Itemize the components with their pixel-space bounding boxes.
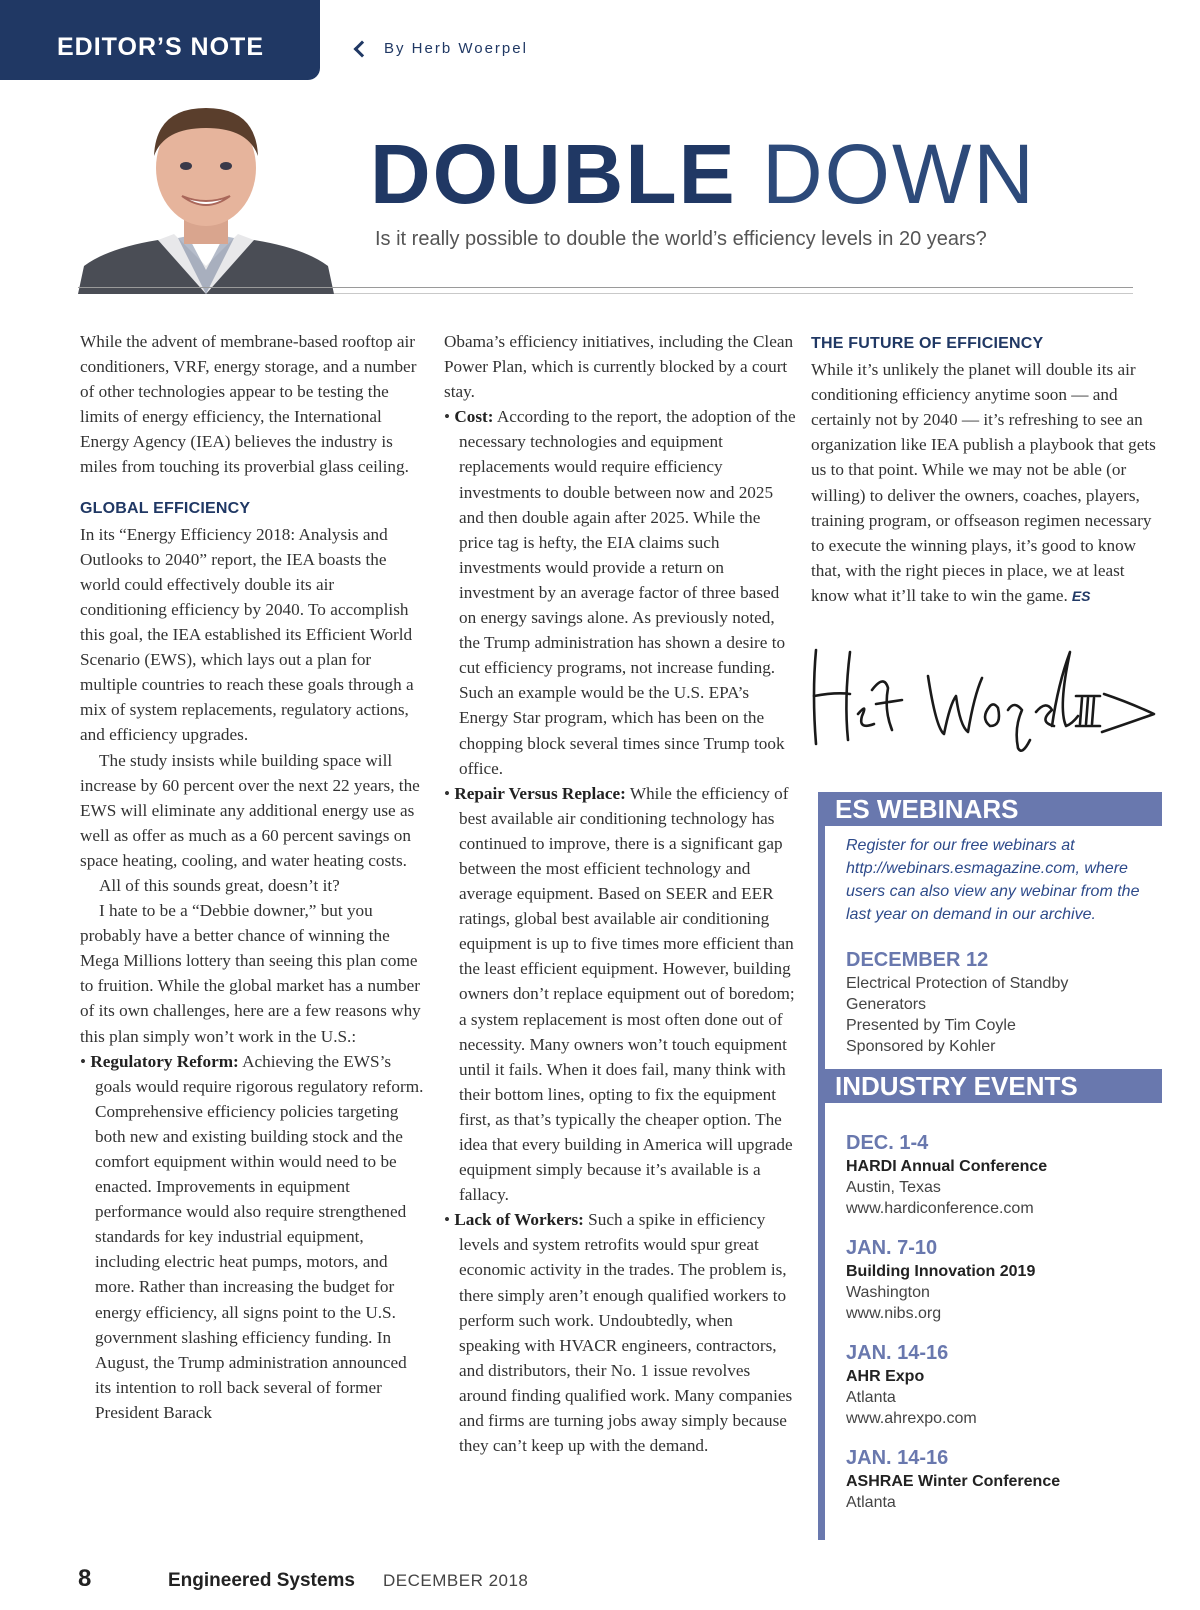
paragraph: While the advent of membrane-based rooftop air conditioners, VRF, energy storage, and a number of other technologies appear to be testing the limits of energy efficiency, the International Energy Agency (IEA) believes the industry is miles from touching its proverbial glass ceiling. [80,332,417,477]
bullet-item: • Lack of Workers: Such a spike in efficiency levels and system retrofits would spur great economic activity in the trades. The problem is, there simply aren’t enough qualified workers to perform such work. Undoubtedly, when speaking with HVACR engineers, contractors, and distributors, their No. 1 issue revolves around finding qualified work. Many companies and firms are turning jobs away simply because they can’t keep up with the demand. [444,1210,793,1456]
webinar-title: Electrical Protection of Standby Generators [846,975,1069,1013]
event-date: JAN. 14-16 [846,1447,949,1469]
paragraph: In its “Energy Efficiency 2018: Analysis and Outlooks to 2040” report, the IEA boasts the world could effectively double its air conditioning efficiency by 2040. To accomplish this goal, the IEA established its Efficient World Scenario (EWS), which lays out a plan for multiple countries to reach these goals through a mix of system replacements, regulatory actions, and efficiency upgrades. [80,524,414,745]
event-location: Washington [846,1284,930,1301]
closing-text: While it’s unlikely the planet will double its air conditioning efficiency anytime soon — and certainly not by 2040 — it’s refreshing to see an organization like IEA publish a playbook that gets us to that point. While we may not be able (or willing) to deliver the owners, coaches, players, training program, or offseason regimen necessary to execute the winning plays, it’s good to know that, with the right pieces in place, we at least know what it’ll take to win the game. [811,360,1156,605]
chevron-left-icon [354,40,371,57]
bullet-label: Lack of Workers: [454,1210,584,1230]
sidebar [818,792,1162,1540]
article-title [370,128,1036,220]
title-thin: DOWN [762,127,1036,221]
section-heading: THE FUTURE OF EFFICIENCY [811,335,1044,352]
event-item [846,1130,1047,1219]
bullet-item: • Regulatory Reform: Achieving the EWS’s goals would require rigorous regulatory reform. Comprehensive efficiency policies targeting both new and existing building stock and the comfort equipment within would need to be enacted. Improvements in equipment performance would also require strengthened standards for key industrial equipment, including electric heat pumps, motors, and more. Rather than increasing the budget for energy efficiency, all signs point to the U.S. government slashing efficiency funding. In August, the Trump administration announced its intention to roll back several of former President Barack [80,1051,424,1422]
section-tab [0,0,320,80]
webinar-date: DECEMBER 12 [846,949,989,971]
paragraph: All of this sounds great, doesn’t it? [99,875,340,895]
title-bold: DOUBLE [370,127,737,221]
webinar-presenter: Presented by Tim Coyle [846,1017,1016,1034]
paragraph: Obama’s efficiency initiatives, including the Clean Power Plan, which is currently blocked by a court stay. [444,332,794,402]
section-heading: GLOBAL EFFICIENCY [80,499,251,517]
es-end-mark: ES [1071,587,1091,604]
bullet-item: • Repair Versus Replace: While the efficiency of best available air conditioning technology has continued to improve, there is a significant gap between the most efficient technology and average equipment. Based on SEER and EER ratings, global best available air conditioning equipment is up to five times more efficient than the least efficient equipment. However, building owners don’t replace equipment out of boredom; a system replacement is most often done out of necessity. Many owners won’t touch equipment until it fails. When it does fail, many think with their bottom lines, opting to fix the equipment first, as that’s typically the cheaper option. The idea that every building in America will upgrade equipment simply because it’s available is a fallacy. [444,783,795,1205]
bullet-label: Cost: [454,407,494,427]
column-3 [811,331,1163,609]
paragraph [811,357,1163,609]
author-photo [78,98,334,294]
event-item [846,1445,1060,1513]
byline [352,40,528,57]
event-location: Atlanta [846,1389,896,1406]
webinar-sponsor: Sponsored by Kohler [846,1038,996,1055]
column-1 [80,329,425,1425]
article-subtitle: Is it really possible to double the world’s efficiency levels in 20 years? [375,228,987,250]
paragraph: The study insists while building space will increase by 60 percent over the next 22 years, the EWS will eliminate any additional energy use as well as offer as much as a 60 percent savings on space heating, cooling, and water heating costs. [80,750,420,870]
sidebar-rule [818,792,825,1540]
page-number: 8 [78,1565,92,1592]
bullet-item: • Cost: According to the report, the adoption of the necessary technologies and equipment replacements would require efficiency investments to double between now and 2025 and then double again after 2025. While the price tag is hefty, the EIA claims such investments would provide a return on investment by an average factor of three based on energy savings alone. As previously noted, the Trump administration has shown a desire to cut efficiency programs, not increase funding. Such an example would be the U.S. EPA’s Energy Star program, which has been on the chopping block several times since Trump took office. [444,407,796,778]
column-2 [444,329,796,1458]
event-item [846,1340,977,1429]
bullet-text: Such a spike in efficiency levels and system retrofits would spur great economic activity in the trades. The problem is, there simply aren’t enough qualified workers to perform such work. Undoubtedly, when speaking with HVACR engineers, contractors, and distributors, their No. 1 issue revolves around finding qualified work. Many companies and firms are turning jobs away simply because they can’t keep up with the demand. [459,1210,793,1456]
header-rule [78,287,1133,288]
event-url[interactable]: www.ahrexpo.com [846,1410,977,1427]
event-url[interactable]: www.hardiconference.com [846,1200,1034,1217]
event-name: Building Innovation 2019 [846,1263,1036,1280]
bullet-text: According to the report, the adoption of the necessary technologies and equipment replacements would require efficiency investments to double between now and 2025 and then double again after 2025. While the price tag is hefty, the EIA claims such investments would provide a return on investment by an average factor of three based on energy savings alone. As previously noted, the Trump administration has shown a desire to cut efficiency programs, not increase funding. Such an example would be the U.S. EPA’s Energy Star program, which has been on the chopping block several times since Trump took office. [459,407,796,778]
event-name: ASHRAE Winter Conference [846,1473,1061,1490]
event-date: DEC. 1-4 [846,1132,929,1154]
bullet-label: Regulatory Reform: [90,1051,239,1071]
event-item [846,1235,1035,1324]
issue-date: DECEMBER 2018 [383,1571,529,1590]
webinars-banner: ES WEBINARS [825,792,1162,826]
event-location: Atlanta [846,1494,896,1511]
event-url[interactable]: www.nibs.org [846,1305,942,1322]
author-name: By Herb Woerpel [384,40,528,57]
paragraph: I hate to be a “Debbie downer,” but you probably have a better chance of winning the Mega Millions lottery than seeing this plan come to fruition. While the global market has a number of its own challenges, here are a few reasons why this plan simply won’t work in the U.S.: [80,901,421,1046]
bullet-label: Repair Versus Replace: [454,783,626,803]
bullet-text: Achieving the EWS’s goals would require rigorous regulatory reform. Comprehensive efficiency policies targeting both new and existing building stock and the comfort equipment within would need to be enacted. Improvements in equipment performance would also require strengthened standards for key industrial equipment, including electric heat pumps, motors, and more. Rather than increasing the budget for energy efficiency, all signs point to the U.S. government slashing efficiency funding. In August, the Trump administration announced its intention to roll back several of former President Barack [95,1051,424,1422]
publication-name: Engineered Systems [168,1570,355,1591]
webinars-intro: Register for our free webinars at http://webinars.esmagazine.com, where users can also view any webinar from the last year on demand in our archive. [846,837,1140,923]
event-date: JAN. 14-16 [846,1342,949,1364]
header-rule-secondary [334,293,1133,294]
webinar-entry [846,947,1096,1057]
event-location: Austin, Texas [846,1179,941,1196]
event-name: AHR Expo [846,1368,925,1385]
events-banner: INDUSTRY EVENTS [825,1069,1162,1103]
bullet-text: While the efficiency of best available air conditioning technology has continued to improve, there is a significant gap between the most efficient technology and average equipment. Based on SEER and EER ratings, global best available air conditioning equipment is up to five times more efficient than the least efficient equipment. However, building owners don’t replace equipment out of boredom; a system replacement is most often done out of necessity. Many owners won’t touch equipment until it fails. When it does fail, many think with their bottom lines, opting to fix the equipment first, as that’s typically the cheaper option. The idea that every building in America will upgrade equipment simply because it’s available is a fallacy. [459,783,795,1205]
section-label: EDITOR’S NOTE [57,33,265,61]
signature [808,644,1158,754]
event-date: JAN. 7-10 [846,1237,938,1259]
event-name: HARDI Annual Conference [846,1158,1048,1175]
